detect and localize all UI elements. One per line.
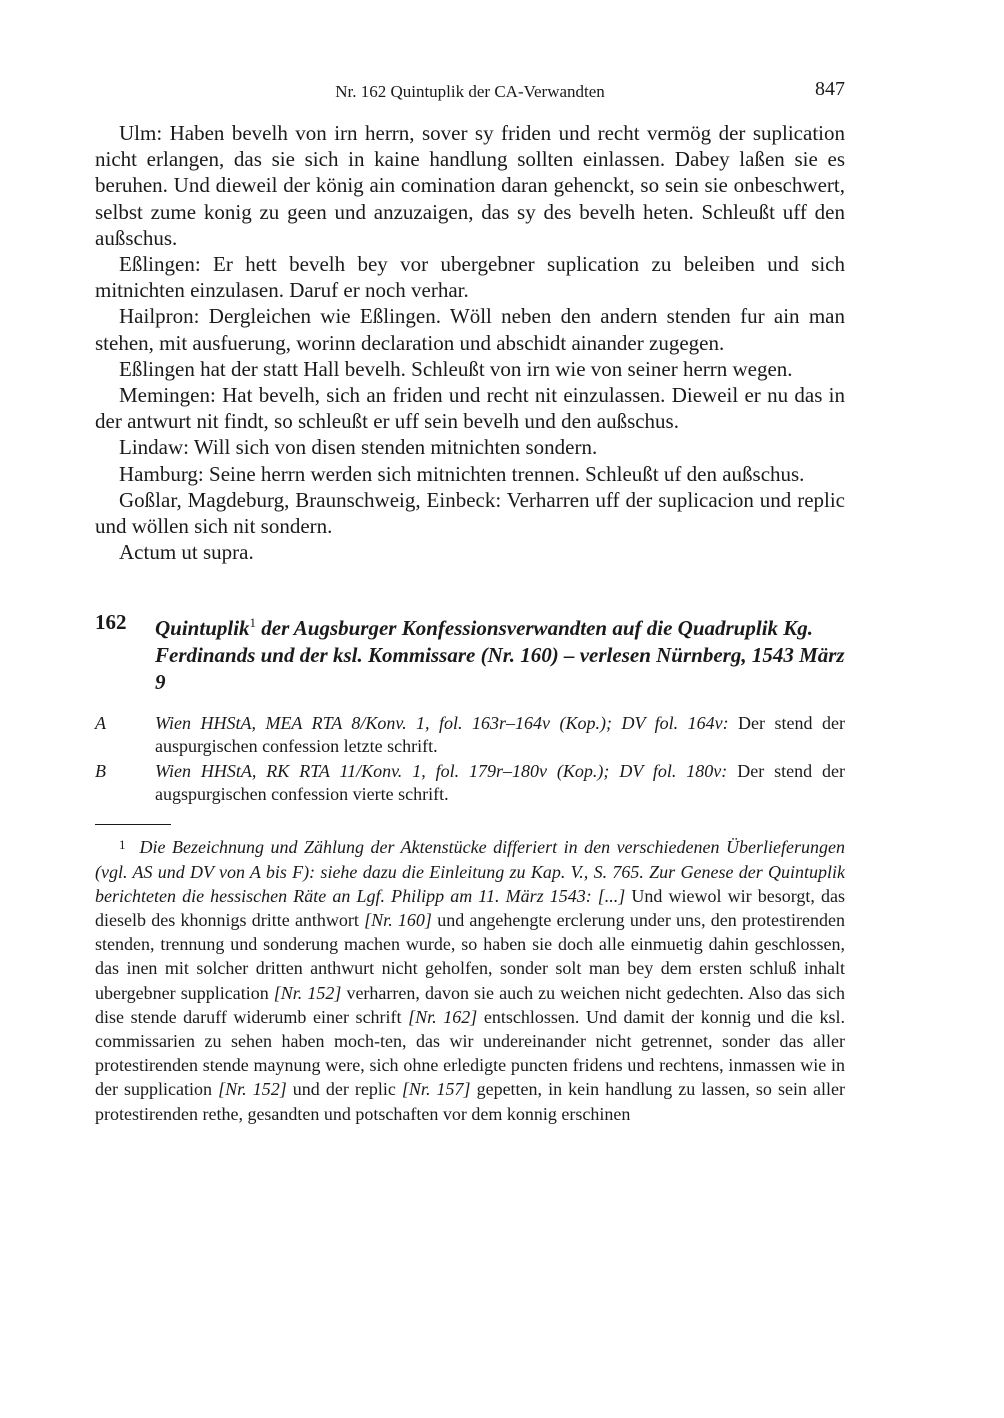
paragraph-lindaw: Lindaw: Will sich von disen stenden mitnichten sondern. — [119, 435, 598, 460]
document-number: 162 — [95, 610, 127, 635]
source-text — [155, 712, 845, 758]
source-description: Der stend der augspurgischen confession vierte schrift. — [155, 761, 845, 805]
source-text — [155, 760, 845, 806]
footnote-segment: [Nr. 152] — [273, 982, 342, 1003]
page-number: 847 — [815, 78, 845, 100]
document-heading — [95, 609, 845, 696]
source-description: Der stend der auspurgischen confession letzte schrift. — [155, 713, 845, 757]
title-part-1: Quintuplik — [155, 616, 250, 641]
paragraph-esslingen: Eßlingen: Er hett bevelh bey vor ubergebner suplication zu beleiben und sich mitnichten einzulasen. Daruf er noch verhar. — [95, 252, 845, 303]
source-siglum: A — [95, 713, 106, 734]
footnote-divider — [95, 824, 171, 825]
footnote-segment: entschlossen. Und damit der konnig und die ksl. commissarien zu sehen haben moch-ten, das wir undereinander nicht getrennet, sonder das aller protestirenden stende maynung were, sich ohne erledigte puncten fridens und rechtens, inmassen wie in der supplication — [95, 1006, 845, 1100]
source-siglum: B — [95, 761, 106, 782]
paragraph-hamburg: Hamburg: Seine herrn werden sich mitnichten trennen. Schleußt uf den außschus. — [119, 461, 805, 486]
footnote-segment: [Nr. 157] — [401, 1079, 471, 1100]
paragraph-esslingen-hall: Eßlingen hat der statt Hall bevelh. Schleußt von irn wie von seiner herrn wegen. — [119, 356, 793, 381]
footnote-segment: gepetten, in kein handlung zu lassen, so sein aller protestirenden rethe, gesandten und potschaften vor dem konnig erschinen — [95, 1079, 845, 1124]
source-item — [95, 712, 845, 758]
source-item — [95, 760, 845, 806]
paragraph-goslar: Goßlar, Magdeburg, Braunschweig, Einbeck: Verharren uff der suplicacion und replic und wöllen sich nit sondern. — [95, 487, 845, 539]
running-header — [95, 78, 845, 110]
footnote-segment: Und wiewol wir besorgt, das dieselb des khonnigs dritte anthwort — [95, 885, 845, 931]
paragraph-ulm: Ulm: Haben bevelh von irn herrn, sover sy friden und recht vermög der suplication nicht erlangen, das sie sich in kaine handlung sollten einlassen. Dabey laßen sie es beruhen. Und dieweil der könig ain comination daran gehenckt, so sein sie onbeschwert, selbst zume konig zu geen und anzuzaigen, das sy des bevelh heten. Schleußt uff den außschus. — [95, 121, 845, 250]
footnote-segment: [Nr. 152] — [218, 1079, 287, 1100]
source-list — [95, 712, 845, 806]
footnote-segment: und der replic — [286, 1079, 402, 1100]
footnote-segment: [Nr. 162] — [408, 1006, 478, 1027]
footnote — [95, 833, 845, 1125]
source-archive: Wien HHStA, RK RTA 11/Konv. 1, fol. 179r–180v (Kop.); DV fol. 180v: — [155, 761, 728, 782]
footnote-segment: [Nr. 160] — [364, 910, 432, 931]
source-archive: Wien HHStA, MEA RTA 8/Konv. 1, fol. 163r–164v (Kop.); DV fol. 164v: — [155, 713, 729, 734]
paragraph-memingen: Memingen: Hat bevelh, sich an friden und recht nit einzulassen. Dieweil er nu das in der antwurt nit findt, so schleußt er uff sein bevelh und den außschus. — [95, 383, 845, 434]
paragraph-actum: Actum ut supra. — [119, 540, 254, 565]
document-title — [155, 609, 845, 696]
footnote-ref[interactable]: 1 — [249, 615, 257, 631]
footnote-segment: Die Bezeichnung und Zählung der Aktenstücke differiert in den verschiedenen Überlieferungen (vgl. AS und DV von A bis F): siehe dazu die Einleitung zu Kap. V., S. 765. Zur Genese der Quintuplik berichteten die hessischen Räte an Lgf. Philipp am 11. März 1543: [...] — [95, 837, 845, 906]
footnote-mark: 1 — [119, 837, 126, 853]
footnote-segment: verharren, davon sie auch zu weichen nicht gedechten. Also das sich dise stende daruff widerumb einer schrift — [95, 982, 845, 1027]
document-page — [95, 78, 845, 1126]
title-part-2: der Augsburger Konfessionsverwandten auf die Quadruplik Kg. Ferdinands und der ksl. Kommissare (Nr. 160) – verlesen Nürnberg, 1543 März 9 — [155, 616, 845, 695]
paragraph-hailpron: Hailpron: Dergleichen wie Eßlingen. Wöll neben den andern stenden fur ain man stehen, mit ausfuerung, worinn declaration und abschidt ainander zugegen. — [95, 304, 845, 355]
footnote-segment: und angehengte erclerung under uns, den protestirenden stenden, trennung und sonderung machen wurde, so haben sie doch alle einmuetig dahin geschlossen, das inen mit solcher dritten anthwurt nicht geholfen, sonder solt man bey dem ersten schluß inhalt ubergebner supplication — [95, 910, 846, 1003]
running-title: Nr. 162 Quintuplik der CA-Verwandten — [335, 82, 605, 101]
body-text — [95, 120, 845, 565]
